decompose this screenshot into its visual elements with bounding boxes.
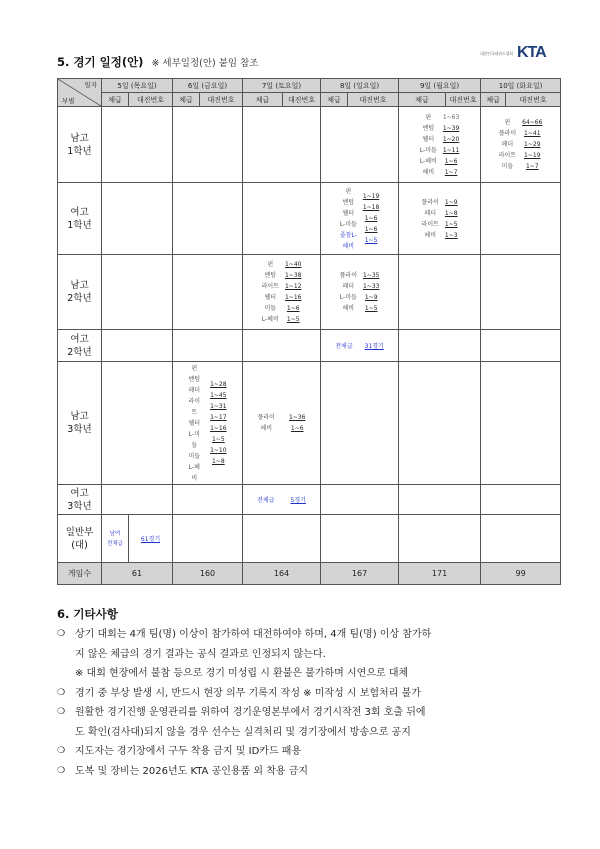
circle-bullet-icon: ❍ xyxy=(57,746,66,756)
bracket-link[interactable]: 1~8 xyxy=(211,458,225,465)
bracket-link[interactable]: 1~16 xyxy=(284,294,302,301)
bracket-link[interactable]: 1~8 xyxy=(444,209,458,217)
note-line: 원활한 경기진행 운영관리를 위하여 경기운영본부에서 경기시작전 3회 호출 뒤에 xyxy=(75,707,426,718)
bracket-link[interactable]: 1~20 xyxy=(442,135,460,143)
row-label-line: 1학년 xyxy=(67,219,92,231)
weight-class: 미들 xyxy=(188,452,201,460)
weight-class-all: 전체급 xyxy=(335,343,353,350)
bracket-link[interactable]: 1~38 xyxy=(284,272,302,279)
day-header-7: 7일 (토요일) xyxy=(243,79,321,93)
bracket-link[interactable]: 1~19 xyxy=(524,152,541,159)
table-row-boys-hs-2 xyxy=(58,255,561,330)
weight-class: 헤비 xyxy=(422,168,435,176)
weight-class: L-미 xyxy=(188,430,200,438)
bracket-header: 대진번호 xyxy=(348,93,399,107)
weight-class: 밴텀 xyxy=(422,124,435,132)
list-item xyxy=(57,762,557,782)
weight-class: 웰터 xyxy=(422,135,435,143)
section-5-note: ※ 세부일정(안) 붙임 참조 xyxy=(151,58,259,69)
cell-d5 xyxy=(102,107,173,183)
schedule-table xyxy=(57,78,561,585)
row-label xyxy=(58,107,102,183)
game-count-d10: 99 xyxy=(481,563,561,585)
row-label-line: 여고 xyxy=(70,333,89,345)
cell-d8 xyxy=(321,107,399,183)
weight-class: 웰터 xyxy=(264,294,277,301)
list-item xyxy=(57,625,557,684)
bracket-link[interactable]: 1~5 xyxy=(364,305,378,312)
note-subline: ※ 대회 현장에서 불참 등으로 경기 미성립 시 환불은 불가하며 시연으로 대체 xyxy=(75,668,409,679)
weight-class: 헤비 xyxy=(342,305,355,312)
day-header-5: 5일 (목요일) xyxy=(102,79,173,93)
cell-d7 xyxy=(243,183,321,255)
bracket-link[interactable]: 1~11 xyxy=(442,146,460,154)
note-line: 경기 중 부상 발생 시, 반드시 현장 의무 기록지 작성 ※ 미작성 시 보험처리 불가 xyxy=(75,687,421,699)
weight-header: 체급 xyxy=(399,93,446,107)
cell-d9 xyxy=(399,183,481,255)
bracket-link[interactable]: 1~45 xyxy=(210,392,227,399)
weight-class: 핀 xyxy=(345,187,352,195)
weight-class: 핀 xyxy=(191,364,198,372)
bracket-link[interactable]: 1~7 xyxy=(525,163,539,170)
table-row-girls-hs-1 xyxy=(58,183,561,255)
weight-class: 핀 xyxy=(267,261,274,268)
weight-class: 미들 xyxy=(501,163,514,170)
note-line: 지 않은 체급의 경기 결과는 공식 결과로 인정되지 않는다. xyxy=(75,648,326,660)
kta-logo xyxy=(480,44,546,62)
cell-d10 xyxy=(481,107,561,183)
bracket-range: 1~63 xyxy=(442,113,460,121)
weight-class: 라이트 xyxy=(261,283,279,290)
corner-division-label: 부별 xyxy=(62,97,75,105)
day-header-10: 10일 (화요일) xyxy=(481,79,561,93)
weight-class: 핀 xyxy=(425,113,432,121)
row-label-line: 1학년 xyxy=(67,145,92,157)
weight-class: L-헤 xyxy=(188,463,200,471)
bracket-header: 대진번호 xyxy=(283,93,321,107)
bracket-link[interactable]: 1~39 xyxy=(442,124,460,132)
weight-class-all: 전체급 xyxy=(257,497,275,504)
bracket-link[interactable]: 1~5 xyxy=(364,237,378,244)
bracket-header: 대진번호 xyxy=(506,93,561,107)
bracket-link[interactable]: 1~18 xyxy=(362,204,380,211)
bracket-link[interactable]: 1~5 xyxy=(211,436,225,443)
cell-d10 xyxy=(481,255,561,330)
weight-class: 미들 xyxy=(264,305,277,312)
table-row-game-count xyxy=(58,563,561,585)
bracket-link[interactable]: 1~28 xyxy=(210,381,227,388)
circle-bullet-icon: ❍ xyxy=(57,629,66,639)
cell-d5 xyxy=(102,183,173,255)
list-item xyxy=(57,742,557,762)
row-label-line: 2학년 xyxy=(67,346,92,358)
cell-d10 xyxy=(481,183,561,255)
weight-class: L-미들 xyxy=(419,146,437,154)
list-item xyxy=(57,703,557,742)
weight-class: 라이트 xyxy=(421,220,439,228)
cell-d7 xyxy=(243,255,321,330)
weight-class: 트 xyxy=(191,408,198,416)
row-label-line: 남고 xyxy=(70,411,89,422)
note-line: 상기 대회는 4개 팀(명) 이상이 참가하여 대전하여야 하며, 4개 팀(명) 이상 참가하 xyxy=(75,629,432,640)
bracket-link[interactable]: 1~9 xyxy=(364,294,378,301)
bracket-link[interactable]: 1~7 xyxy=(444,168,458,176)
row-label-line: 남고 xyxy=(70,280,89,291)
note-line: 지도자는 경기장에서 구두 착용 금지 및 ID카드 패용 xyxy=(75,746,302,757)
row-label xyxy=(58,330,102,362)
weight-class: 플라이 xyxy=(339,272,357,279)
weight-class: 비 xyxy=(191,474,198,482)
note-line: 도 확인(검사대)되지 않을 경우 선수는 실격처리 및 경기장에서 방송으로 공지 xyxy=(75,726,411,738)
weight-class: 들 xyxy=(191,441,198,449)
weight-class: 남여 xyxy=(109,530,121,537)
weight-class: 페더 xyxy=(188,386,201,394)
cell-d9 xyxy=(399,255,481,330)
cell-d9 xyxy=(399,330,481,362)
cell-d6 xyxy=(173,330,243,362)
logo-org-text: 대한민국태권도협회 xyxy=(480,50,513,56)
weight-class: L-헤비 xyxy=(261,316,279,323)
cell-d5-weight xyxy=(102,515,129,563)
header-row-sub xyxy=(58,93,561,107)
bracket-link[interactable]: 1~29 xyxy=(524,141,541,148)
section-6-title: 6. 기타사항 xyxy=(57,607,118,621)
cell-d8 xyxy=(321,183,399,255)
cell-d8 xyxy=(321,362,399,485)
bracket-link[interactable]: 1~31 xyxy=(210,403,227,410)
weight-class: 밴텀 xyxy=(188,375,201,383)
cell-d5 xyxy=(102,362,173,485)
weight-class: 헤비 xyxy=(260,425,273,432)
row-label-line: (대) xyxy=(71,539,88,551)
section-5-heading: 5. 경기 일정(안) xyxy=(57,55,144,69)
bracket-link[interactable]: 1~35 xyxy=(363,272,380,279)
bracket-link[interactable]: 1~9 xyxy=(444,198,458,206)
section-5-title xyxy=(57,54,258,70)
weight-class: 플라이 xyxy=(498,130,517,137)
weight-class: 졸참L- xyxy=(339,231,357,239)
weight-class: 웰터 xyxy=(188,419,201,427)
weight-class: 라이 xyxy=(188,397,201,405)
row-label xyxy=(58,362,102,485)
bracket-link[interactable]: 1~40 xyxy=(284,261,302,268)
circle-bullet-icon: ❍ xyxy=(57,765,66,776)
game-count-d9: 171 xyxy=(399,563,481,585)
bracket-header: 대진번호 xyxy=(446,93,481,107)
cell-d7 xyxy=(243,485,321,515)
cell-d9 xyxy=(399,362,481,485)
note-line: 도복 및 장비는 2026년도 KTA 공인용품 외 착용 금지 xyxy=(75,765,309,777)
cell-d9 xyxy=(399,107,481,183)
row-label-line: 여고 xyxy=(70,487,89,499)
games-link[interactable]: 31경기 xyxy=(364,343,384,350)
cell-d6 xyxy=(173,362,243,485)
bracket-link[interactable]: 1~6 xyxy=(286,305,300,312)
circle-bullet-icon: ❍ xyxy=(57,687,66,698)
circle-bullet-icon: ❍ xyxy=(57,707,66,717)
bracket-link[interactable]: 1~12 xyxy=(284,283,302,290)
weight-class: 밴텀 xyxy=(342,198,355,206)
bracket-link[interactable]: 1~41 xyxy=(524,130,541,137)
cell-d8 xyxy=(321,515,399,563)
table-row-girls-hs-2 xyxy=(58,330,561,362)
game-count-d6: 160 xyxy=(173,563,243,585)
day-header-8: 8일 (일요일) xyxy=(321,79,399,93)
weight-class: 헤비 xyxy=(424,231,437,239)
game-count-d8: 167 xyxy=(321,563,399,585)
bracket-link[interactable]: 1~33 xyxy=(363,283,380,290)
weight-class: 밴텀 xyxy=(264,272,277,279)
bracket-link[interactable]: 1~6 xyxy=(364,215,378,222)
game-count-d7: 164 xyxy=(243,563,321,585)
bracket-link[interactable]: 1~17 xyxy=(210,414,227,421)
cell-d6 xyxy=(173,183,243,255)
row-label-line: 3학년 xyxy=(67,500,92,512)
weight-header: 체급 xyxy=(481,93,506,107)
header-row-days xyxy=(58,79,561,93)
weight-header: 체급 xyxy=(173,93,200,107)
row-label-line: 여고 xyxy=(70,206,89,218)
row-label-line: 2학년 xyxy=(67,293,92,304)
cell-d8 xyxy=(321,485,399,515)
weight-header: 체급 xyxy=(243,93,283,107)
bracket-link[interactable]: 1~6 xyxy=(364,226,378,233)
table-row-general xyxy=(58,515,561,563)
cell-d6 xyxy=(173,485,243,515)
cell-d10 xyxy=(481,485,561,515)
weight-header: 체급 xyxy=(321,93,348,107)
weight-class: 전체급 xyxy=(107,540,123,547)
weight-class: 웰터 xyxy=(342,209,355,217)
cell-d9 xyxy=(399,515,481,563)
row-label-line: 일반부 xyxy=(65,526,94,538)
row-label xyxy=(58,485,102,515)
cell-d5 xyxy=(102,485,173,515)
bracket-link[interactable]: 1~16 xyxy=(210,425,227,432)
bracket-link[interactable]: 64~66 xyxy=(522,119,543,126)
cell-d10 xyxy=(481,515,561,563)
table-row-girls-hs-3 xyxy=(58,485,561,515)
row-label-line: 3학년 xyxy=(67,424,92,435)
bracket-link[interactable]: 1~10 xyxy=(210,447,227,454)
other-notes-list xyxy=(57,625,557,781)
weight-header: 체급 xyxy=(102,93,129,107)
bracket-link[interactable]: 1~5 xyxy=(286,316,300,323)
cell-d9 xyxy=(399,485,481,515)
cell-d5-bracket xyxy=(129,515,173,563)
weight-class: 라이트 xyxy=(498,152,517,159)
cell-d7 xyxy=(243,515,321,563)
bracket-link[interactable]: 1~3 xyxy=(444,231,458,239)
table-row-boys-hs-1 xyxy=(58,107,561,183)
games-link[interactable]: 5경기 xyxy=(290,497,306,504)
cell-d6 xyxy=(173,515,243,563)
weight-class: L-헤비 xyxy=(419,157,437,165)
logo-brand: KTA xyxy=(517,44,546,61)
cell-d5 xyxy=(102,330,173,362)
cell-d6 xyxy=(173,107,243,183)
day-header-9: 9일 (월요일) xyxy=(399,79,481,93)
cell-d7 xyxy=(243,107,321,183)
weight-class: 헤비 xyxy=(342,242,355,250)
weight-class: 플라이 xyxy=(257,414,275,421)
weight-class: 페더 xyxy=(342,283,355,290)
row-label xyxy=(58,183,102,255)
cell-d5 xyxy=(102,255,173,330)
cell-d6 xyxy=(173,255,243,330)
bracket-link[interactable]: 1~6 xyxy=(290,425,304,432)
row-label xyxy=(58,255,102,330)
corner-header xyxy=(58,79,102,107)
row-label-line: 남고 xyxy=(70,132,89,144)
weight-class: 페더 xyxy=(501,141,514,148)
bracket-header: 대진번호 xyxy=(200,93,243,107)
weight-class: L-미들 xyxy=(339,294,357,301)
bracket-link[interactable]: 1~6 xyxy=(444,157,458,165)
cell-d10 xyxy=(481,362,561,485)
cell-d8 xyxy=(321,255,399,330)
row-label xyxy=(58,515,102,563)
corner-date-label: 일자 xyxy=(84,81,97,89)
cell-d7 xyxy=(243,362,321,485)
cell-d8 xyxy=(321,330,399,362)
game-count-d5: 61 xyxy=(102,563,173,585)
weight-class: 핀 xyxy=(504,119,511,126)
bracket-header: 대진번호 xyxy=(129,93,173,107)
bracket-link[interactable]: 1~36 xyxy=(288,414,306,421)
table-row-boys-hs-3 xyxy=(58,362,561,485)
weight-class: 페더 xyxy=(424,209,437,217)
list-item xyxy=(57,684,557,704)
weight-class: L-미들 xyxy=(339,220,357,228)
day-header-6: 6일 (금요일) xyxy=(173,79,243,93)
game-count-label: 게임수 xyxy=(58,563,102,585)
weight-class: 플라이 xyxy=(421,198,439,206)
cell-d10 xyxy=(481,330,561,362)
cell-d7 xyxy=(243,330,321,362)
bracket-link[interactable]: 1~19 xyxy=(362,193,380,200)
games-link[interactable]: 61경기 xyxy=(140,536,161,543)
bracket-link[interactable]: 1~5 xyxy=(444,220,458,228)
